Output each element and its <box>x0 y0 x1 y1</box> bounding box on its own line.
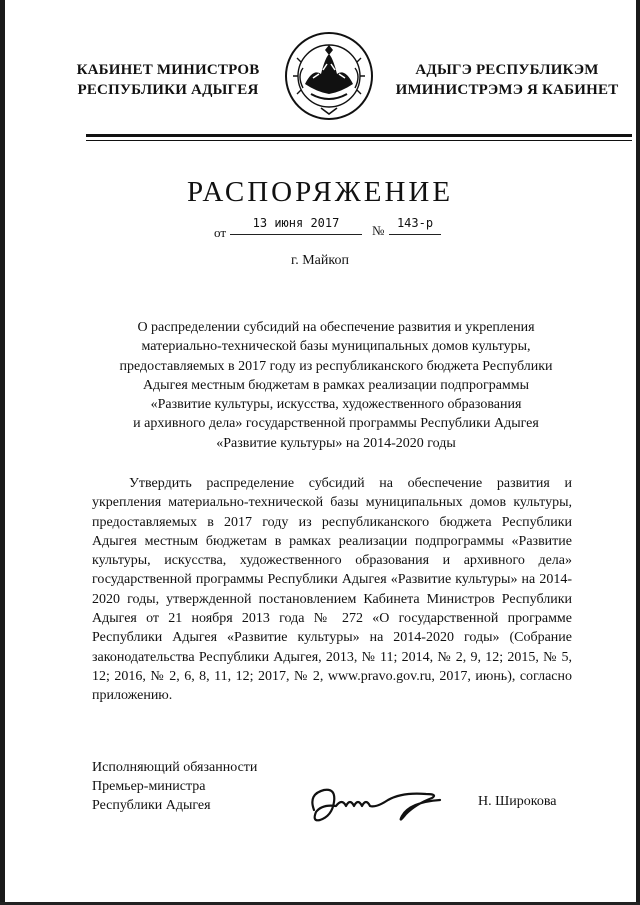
subject-line: О распределении субсидий на обеспечение развития и укрепления <box>137 320 535 335</box>
header-left-line-1: КАБИНЕТ МИНИСТРОВ <box>76 62 260 78</box>
date-value: 13 июня 2017 <box>230 214 362 235</box>
handwritten-signature-icon <box>306 780 446 830</box>
scan-edge-left <box>0 0 5 905</box>
subject-line: Адыгея местным бюджетам в рамках реализации подпрограммы <box>142 377 530 393</box>
number-label: № <box>372 223 385 238</box>
coat-of-arms-icon <box>283 28 375 124</box>
subject-line: «Развитие культуры, искусства, художественного образования <box>150 397 522 413</box>
subject-line: и архивного дела» государственной программы Республики Адыгея <box>133 416 539 432</box>
subject-heading <box>96 318 576 453</box>
subject-line: материально-технической базы муниципальных домов культуры, <box>141 339 531 355</box>
header-right-line-1: АДЫГЭ РЕСПУБЛИКЭМ <box>415 62 599 78</box>
header-divider-thin <box>86 140 632 141</box>
signatory-name: Н. Широкова <box>478 794 557 809</box>
signatory-title-line: Республики Адыгея <box>92 798 211 813</box>
subject-line: предоставляемых в 2017 году из республиканского бюджета Республики <box>119 358 553 374</box>
date-label: от <box>214 225 227 240</box>
document-title: РАСПОРЯЖЕНИЕ <box>186 176 454 208</box>
signatory-title-line: Исполняющий обязанности <box>92 760 258 775</box>
header-left-line-2: РЕСПУБЛИКИ АДЫГЕЯ <box>77 82 259 98</box>
scan-edge-right <box>636 0 640 905</box>
number-value: 143-р <box>389 214 441 235</box>
header-right-ministry-name <box>392 60 622 100</box>
header-left-ministry-name <box>68 60 268 100</box>
signatory-title-line: Премьер-министра <box>92 779 206 794</box>
city-line: г. Майкоп <box>291 253 349 268</box>
order-body-paragraph: Утвердить распределение субсидий на обеспечение развития и укрепления материально-технической базы муниципальных домов культуры, предоставляемых в 2017 году из республиканского бюджета Республики Адыгея местным бюджетам в рамках реализации подпрограммы «Развитие культуры, искусства, художественного образования и архивного дела» государственной программы Республики Адыгея «Развитие культуры» на 2014-2020 годы, утвержденной постановлением Кабинета Министров Республики Адыгея от 21 ноября 2013 года № 272 «О государственной программе Республики Адыгея «Развитие культуры» на 2014-2020 годы» (Собрание законодательства Республики Адыгея, 2013, № 11; 2014, № 2, 9, 12; 2015, № 5, 12; 2016, № 2, 6, 8, 11, 12; 2017, № 2, www.pravo.gov.ru, 2017, июнь), согласно приложению. <box>92 476 572 704</box>
header-right-line-2: ИМИНИСТРЭМЭ Я КАБИНЕТ <box>395 82 619 98</box>
subject-line: «Развитие культуры» на 2014-2020 годы <box>216 435 456 451</box>
header-divider-thick <box>86 134 632 137</box>
signatory-title <box>92 758 257 815</box>
